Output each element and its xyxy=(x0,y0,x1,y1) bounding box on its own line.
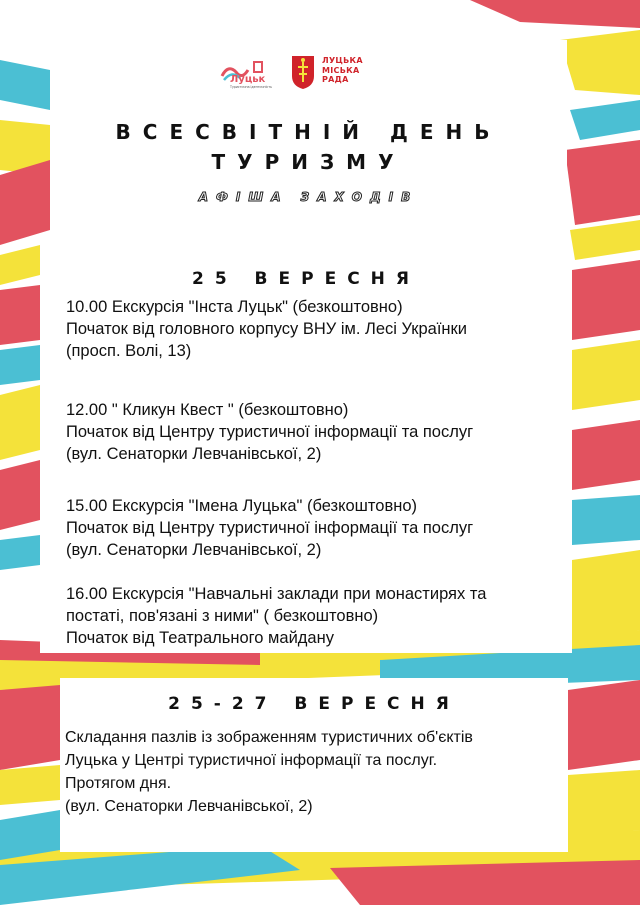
city-council-label xyxy=(322,56,363,85)
day2-description xyxy=(65,726,565,818)
day1-panel xyxy=(40,253,572,653)
event-line: (вул. Сенаторки Левчанівської, 2) xyxy=(66,541,322,559)
council-line: РАДА xyxy=(322,75,349,84)
lutsk-logo-text: Луцьк xyxy=(230,74,266,85)
day2-panel xyxy=(60,678,568,852)
day1-date-heading: 25 ВЕРЕСНЯ xyxy=(191,269,420,289)
event-line: (просп. Волі, 13) xyxy=(66,342,192,360)
event-line: (вул. Сенаторки Левчанівської, 2) xyxy=(66,445,322,463)
event-line: Початок від Центру туристичної інформації та послуг xyxy=(66,519,474,537)
event-item xyxy=(66,495,566,561)
header-panel xyxy=(50,40,567,245)
event-item xyxy=(66,296,566,362)
council-line: ЛУЦЬКА xyxy=(322,56,363,65)
event-line: Початок від Театрального майдану xyxy=(66,629,334,647)
event-item xyxy=(66,583,566,649)
coat-of-arms-icon xyxy=(290,54,316,90)
description-line: Луцька у Центрі туристичної інформації та послуг. xyxy=(65,752,438,769)
description-line: Складання пазлів із зображенням туристичних об'єктів xyxy=(65,729,473,746)
event-line: 12.00 " Кликун Квест " (безкоштовно) xyxy=(66,401,349,419)
event-item xyxy=(66,399,566,465)
description-line: (вул. Сенаторки Левчанівської, 2) xyxy=(65,798,313,815)
description-line: Протягом дня. xyxy=(65,775,172,792)
event-line: Початок від головного корпусу ВНУ ім. Лесі Українки xyxy=(66,320,467,338)
council-line: МІСЬКА xyxy=(322,65,360,75)
event-line: 10.00 Екскурсія "Інста Луцьк" (безкоштовно) xyxy=(66,298,403,316)
day2-date-heading: 25-27 ВЕРЕСНЯ xyxy=(168,694,460,714)
page-title-line2: ТУРИЗМУ xyxy=(211,150,406,174)
page-subtitle: АФІША ЗАХОДІВ xyxy=(198,190,419,204)
event-line: Початок від Центру туристичної інформації та послуг xyxy=(66,423,474,441)
logos-row xyxy=(50,54,567,94)
event-line: 16.00 Екскурсія "Навчальні заклади при монастирях та xyxy=(66,585,487,603)
event-line: 15.00 Екскурсія "Імена Луцька" (безкоштовно) xyxy=(66,497,418,515)
page-title-line1: ВСЕСВІТНІЙ ДЕНЬ xyxy=(115,120,502,144)
lutsk-logo-tagline: Туристична ідентичність xyxy=(230,85,272,89)
event-line: постаті, пов'язані з ними" ( безкоштовно) xyxy=(66,607,379,625)
lutsk-logo-icon xyxy=(218,58,276,90)
